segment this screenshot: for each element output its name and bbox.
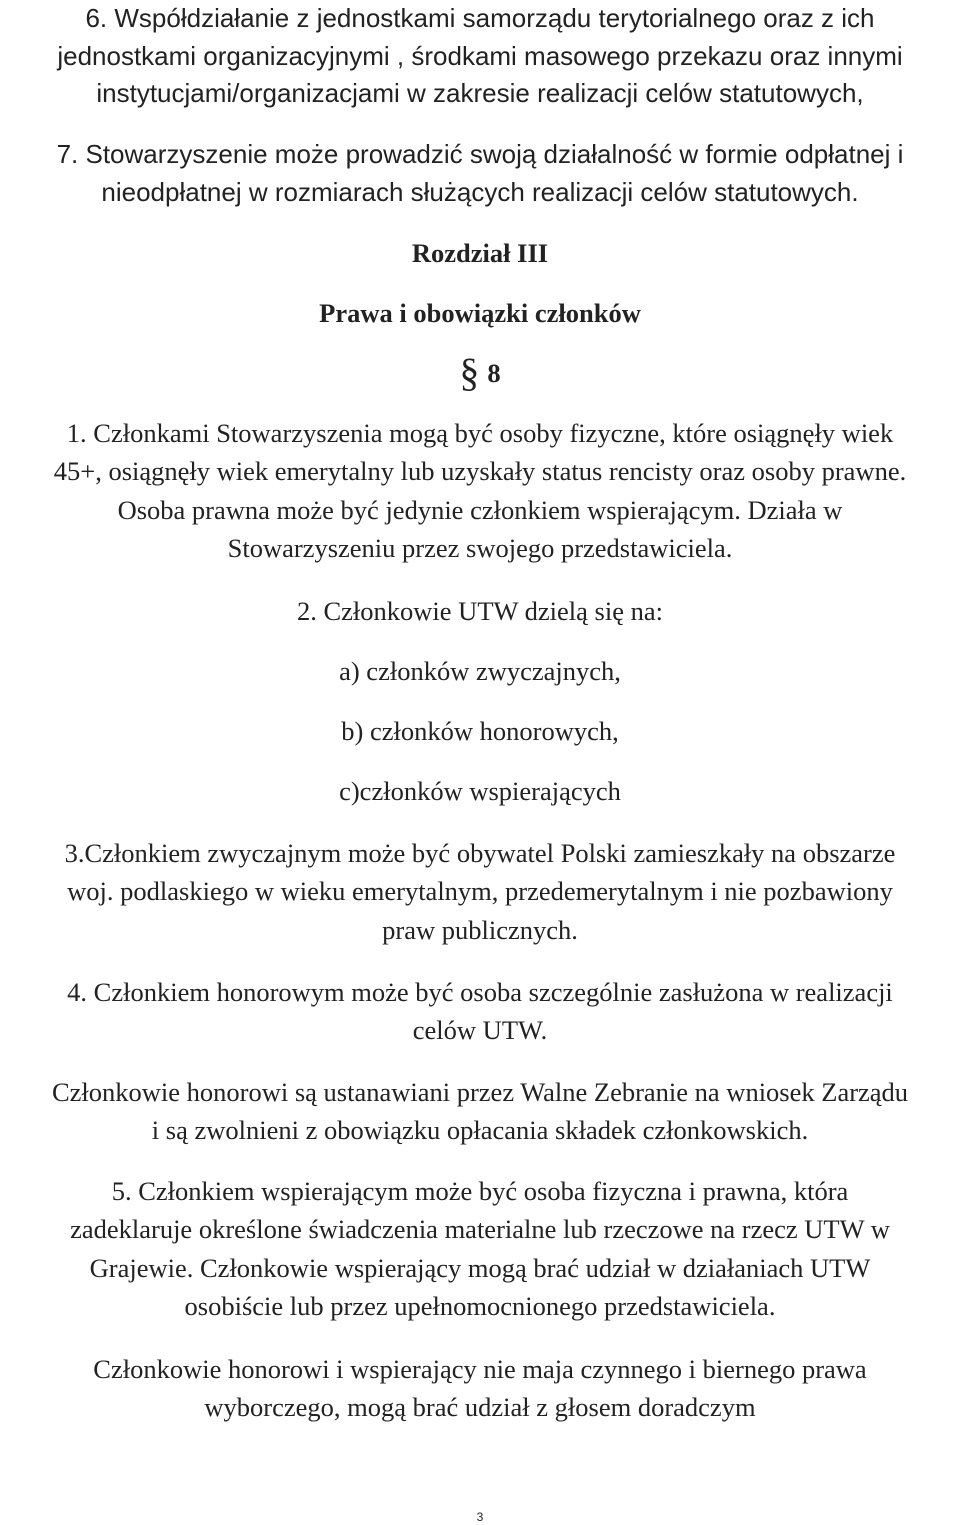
section-number: 8 <box>487 358 501 388</box>
paragraph-item-7 <box>0 136 960 211</box>
paragraph-3 <box>0 834 960 949</box>
section-sign-icon: § <box>459 350 480 395</box>
text-line: instytucjami/organizacjami w zakresie realizacji celów statutowych, <box>96 78 864 108</box>
paragraph-4 <box>0 973 960 1050</box>
text-line: 5. Członkiem wspierającym może być osoba fizyczna i prawna, która <box>111 1176 849 1206</box>
text-line: 3.Członkiem zwyczajnym może być obywatel Polski zamieszkały na obszarze <box>64 838 896 868</box>
text-line: 45+, osiągnęły wiek emerytalny lub uzyskały status rencisty oraz osoby prawne. <box>53 456 907 487</box>
text-line: Członkowie honorowi i wspierający nie maja czynnego i biernego prawa <box>93 1354 867 1384</box>
paragraph-1 <box>0 414 960 567</box>
paragraph-5 <box>0 1172 960 1325</box>
text-line: woj. podlaskiego w wieku emerytalnym, przedemerytalnym i nie pozbawiony <box>67 876 893 907</box>
text-line: i są zwolnieni z obowiązku opłacania składek członkowskich. <box>151 1115 809 1146</box>
page-number: 3 <box>476 1510 484 1524</box>
text-line: praw publicznych. <box>382 914 578 945</box>
text-line: 6. Współdziałanie z jednostkami samorządu terytorialnego oraz z ich <box>85 3 875 33</box>
section-heading <box>0 350 960 395</box>
text-line: 1. Członkami Stowarzyszenia mogą być osoby fizyczne, które osiągnęły wiek <box>66 418 894 448</box>
list-item-a: a) członków zwyczajnych, <box>339 656 621 686</box>
text-line: Osoba prawna może być jedynie członkiem wspierającym. Działa w <box>117 494 843 525</box>
text-line: celów UTW. <box>412 1015 548 1046</box>
text-line: 4. Członkiem honorowym może być osoba szczególnie zasłużona w realizacji <box>67 977 893 1007</box>
text-line: nieodpłatnej w rozmiarach służących realizacji celów statutowych. <box>101 176 859 207</box>
paragraph-6 <box>0 1350 960 1427</box>
paragraph-2: 2. Członkowie UTW dzielą się na: <box>297 596 663 626</box>
text-line: wyborczego, mogą brać udział z głosem doradczym <box>204 1392 756 1423</box>
text-line: Członkowie honorowi są ustanawiani przez Walne Zebranie na wniosek Zarządu <box>51 1077 909 1107</box>
text-line: 7. Stowarzyszenie może prowadzić swoją działalność w formie odpłatnej i <box>56 139 904 169</box>
list-item-b: b) członków honorowych, <box>341 716 619 746</box>
chapter-subtitle: Prawa i obowiązki członków <box>319 298 641 328</box>
text-line: zadeklaruje określone świadczenia materialne lub rzeczowe na rzecz UTW w <box>70 1214 890 1245</box>
paragraph-item-6 <box>0 0 960 113</box>
chapter-title: Rozdział III <box>411 238 549 268</box>
text-line: Grajewie. Członkowie wspierający mogą brać udział w działaniach UTW <box>89 1252 871 1283</box>
text-line: osobiście lub przez upełnomocnionego przedstawiciela. <box>184 1290 776 1321</box>
paragraph-4b <box>0 1073 960 1150</box>
list-item-c: c)członków wspierających <box>339 776 621 806</box>
text-line: jednostkami organizacyjnymi , środkami masowego przekazu oraz innymi <box>57 40 903 71</box>
text-line: Stowarzyszeniu przez swojego przedstawiciela. <box>227 532 733 563</box>
